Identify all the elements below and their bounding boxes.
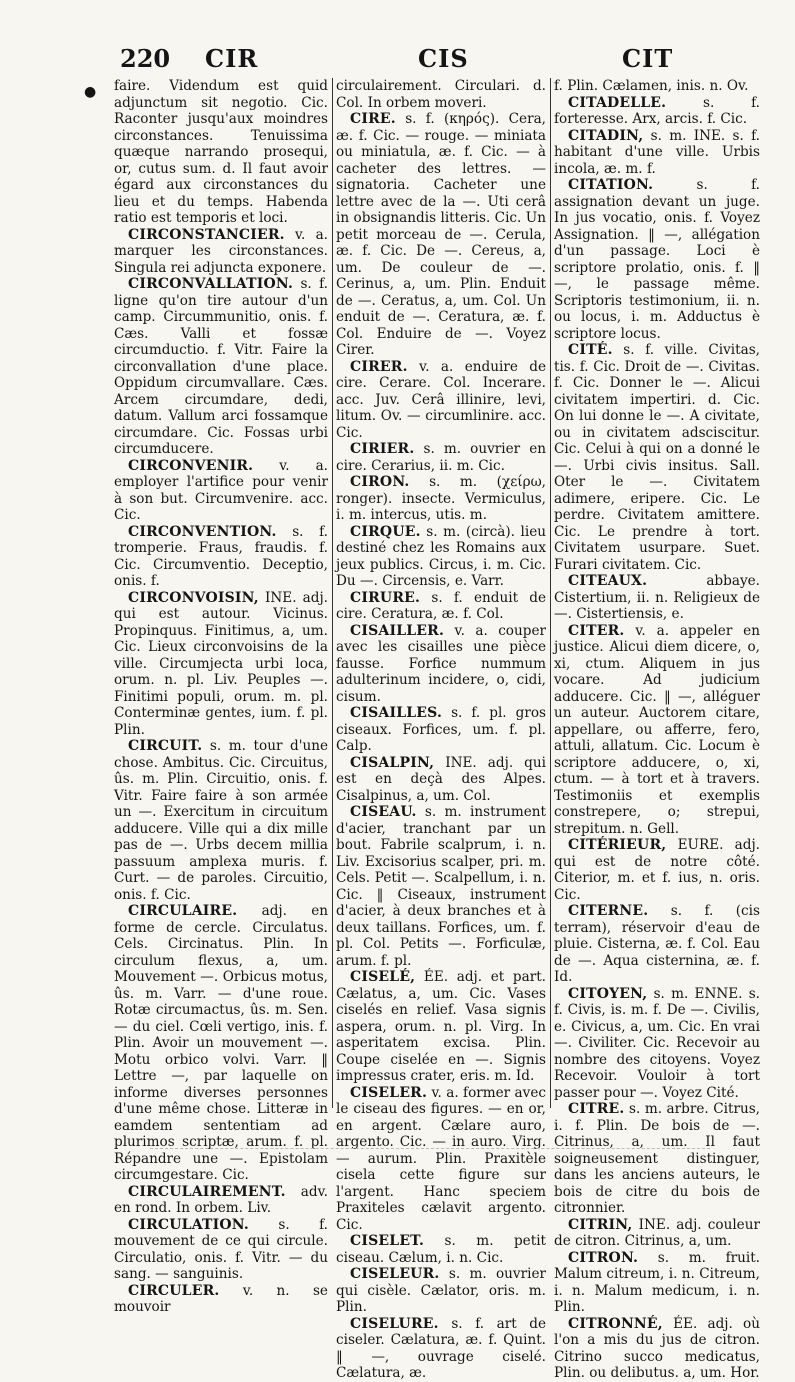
- entry-text: s. f. mouvement de ce qui circule. Circulatio, onis. f. Vitr. — du sang. — sanguinis.: [114, 1216, 328, 1282]
- entry-headword: CISELEUR.: [350, 1266, 440, 1282]
- dictionary-entry: [336, 524, 546, 590]
- dictionary-entry: [554, 573, 760, 623]
- bottom-rule: [150, 1148, 710, 1150]
- dictionary-entry: [336, 623, 546, 706]
- dictionary-entry: [336, 111, 546, 359]
- entry-headword: CIRCULAIRE.: [128, 903, 238, 919]
- entry-text: v. a. former avec le ciseau des figures. — en or, en argent. Cælare auro, argento. Cic. — in auro. Virg. — aurum. Plin. Praxitèle cisela cette figure sur l'argent. Hanc speciem Praxiteles cælavit argento. Cic.: [336, 1084, 546, 1233]
- dictionary-entry: [114, 227, 328, 277]
- entry-text: v. a. employer l'artifice pour venir à son but. Circumvenire. acc. Cic.: [114, 457, 328, 523]
- entry-text: ÉE. adj. où l'on a mis du jus de citron. Citrino succo medicatus, Plin. ou delibutus. a, um. Hor.: [554, 1315, 760, 1381]
- entry-headword: CIRCULAIREMENT.: [128, 1183, 286, 1200]
- dictionary-entry: [554, 986, 760, 1102]
- entry-headword: CIRCONSTANCIER.: [128, 226, 285, 243]
- dictionary-entry: [114, 276, 328, 458]
- entry-headword: CISELÉ,: [350, 969, 416, 985]
- dictionary-entry: [336, 1233, 546, 1266]
- entry-text: s. m. petit ciseau. Cælum, i. n. Cic.: [336, 1233, 546, 1266]
- dictionary-entry: [336, 474, 546, 524]
- entry-text: s. m. arbre. Citrus, i. f. Plin. De bois de —. Citrinus, a, um. Il faut soigneusement distinguer, dans les anciens auteurs, le bois de citre du bois de citronnier.: [554, 1101, 760, 1216]
- entry-headword: CIRURE.: [350, 589, 421, 606]
- entry-headword: CIRCONVENTION.: [128, 523, 277, 540]
- entry-headword: CISELET.: [350, 1233, 425, 1249]
- dictionary-entry: [554, 95, 760, 128]
- guide-word-left: CIR: [205, 44, 259, 73]
- dictionary-entry: [554, 342, 760, 573]
- entry-text: f. Plin. Cælamen, inis. n. Ov.: [554, 78, 749, 94]
- dictionary-entry: [336, 359, 546, 442]
- dictionary-entry: [554, 903, 760, 986]
- dictionary-entry: [336, 1085, 546, 1234]
- entry-headword: CIRCONVOISIN,: [128, 589, 259, 606]
- dictionary-entry: [336, 590, 546, 623]
- entry-headword: CITOYEN,: [568, 985, 648, 1002]
- entry-headword: CIRQUE.: [350, 523, 421, 540]
- dictionary-entry: [114, 903, 328, 1184]
- entry-headword: CITRONNÉ,: [568, 1315, 663, 1332]
- entry-text: INE. adj. qui est en deçà des Alpes. Cisalpinus, a, um. Col.: [336, 754, 546, 804]
- column-divider: [550, 78, 551, 1108]
- entry-text: s. m. tour d'une chose. Ambitus. Cic. Circuitus, ûs. m. Plin. Circuitio, onis. f. Vitr. Faire faire à son armée un —. Exercitum in circuitum adducere. Ville qui a dix mille pas de —. Urbs decem millia passuum amplexa muris. f. Curt. — de paroles. Circuitio, onis. f. Cic.: [114, 738, 328, 903]
- entry-headword: CIRON.: [350, 474, 410, 490]
- page-number: 220: [120, 44, 171, 73]
- dictionary-entry: [114, 1217, 328, 1283]
- dictionary-entry: [336, 705, 546, 755]
- entry-headword: CISAILLER.: [350, 622, 445, 639]
- entry-text: faire. Videndum est quid adjunctum sit negotio. Cic. Raconter jusqu'aux moindres circonstances. Tenuissima quæque narrando prosequi, or, cutus sum. d. Il faut avoir égard aux circonstances du lieu et du temps. Habenda ratio est temporis et loci.: [114, 78, 328, 226]
- dictionary-entry: [554, 1316, 760, 1382]
- dictionary-entry: [114, 78, 328, 227]
- dictionary-entry: [114, 1283, 328, 1316]
- dictionary-entry: [554, 177, 760, 342]
- column-center: [336, 78, 547, 1381]
- dictionary-entry: [554, 837, 760, 903]
- entry-text: v. a. marquer les circonstances. Singula rei adjuncta exponere.: [114, 226, 329, 276]
- entry-text: s. f. ligne qu'on tire autour d'un camp. Circummunitio, onis. f. Cæs. Valli et fossæ circumductio. f. Vitr. Faire la circonvallation d'une place. Oppidum circumvallare. Cæs. Arcem circumdare, dedi, datum. Vallum arci fossamque circumdare. Cic. Fossas urbi circumducere.: [114, 276, 328, 457]
- dictionary-entry: [336, 78, 546, 111]
- dictionary-entry: [554, 1217, 760, 1250]
- entry-headword: CITÉRIEUR,: [568, 837, 667, 853]
- entry-headword: CITRON.: [568, 1249, 639, 1266]
- entry-text: s. m. INE. s. f. habitant d'une ville. Urbis incola, æ. m. f.: [554, 127, 760, 177]
- dictionary-entry: [554, 78, 760, 95]
- entry-headword: CIRER.: [350, 358, 408, 375]
- margin-bullet: ●: [84, 84, 97, 100]
- entry-text: v. a. couper avec les cisailles une pièce fausse. Forfice nummum adulterinum incidere, o, cidi, cisum.: [336, 622, 546, 705]
- entry-text: circulairement. Circulari. d. Col. In orbem moveri.: [336, 78, 546, 111]
- entry-text: v. a. appeler en justice. Alicui diem dicere, o, xi, ctum. Aliquem in jus vocare. Ad judicium adducere. Cic. ‖ —, alléguer un auteur. Auctorem citare, appellare, ou afferre, fero, attuli, allatum. Cic. Locum è scriptore adducere, o, xi, ctum. — à tort et à travers. Testimoniis et exemplis constrepere, o; strepui, strepitum. n. Gell.: [554, 622, 760, 837]
- entry-text: s. m. fruit. Malum citreum, i. n. Citreum, i. n. Malum medicum, i. n. Plin.: [554, 1249, 760, 1315]
- entry-text: INE. adj. couleur de citron. Citrinus, a, um.: [554, 1216, 760, 1249]
- entry-text: ÉE. adj. et part. Cælatus, a, um. Cic. Vases ciselés en relief. Vasa signis aspera, orum. n. pl. Virg. In asperitatem excisa. Plin. Coupe ciselée en —. Signis impressus crater, eris. m. Id.: [336, 969, 546, 1084]
- entry-headword: CITADIN,: [568, 127, 644, 144]
- entry-text: v. a. enduire de cire. Cerare. Col. Incerare. acc. Juv. Cerâ illinire, levi, litum. Ov. — circumlinire. acc. Cic.: [336, 358, 547, 441]
- entry-headword: CIRCONVALLATION.: [128, 276, 294, 292]
- dictionary-entry: [554, 1250, 760, 1316]
- entry-headword: CIRCULATION.: [128, 1216, 249, 1233]
- entry-text: EURE. adj. qui est de notre côté. Citerior, m. et f. ius, n. oris. Cic.: [554, 837, 760, 903]
- entry-headword: CIRE.: [350, 111, 396, 127]
- entry-text: abbaye. Cistertium, ii. n. Religieux de —. Cistertiensis, e.: [554, 573, 760, 622]
- entry-headword: CITÉ.: [568, 342, 613, 358]
- entry-text: v. n. se mouvoir: [114, 1282, 328, 1315]
- entry-text: s. m. ENNE. s. f. Civis, is. m. f. De —. Civilis, e. Civicus, a, um. Cic. En vrai —. Civiliter. Cic. Recevoir au nombre des citoyens. Voyez Recevoir. Vouloir à tort passer pour —. Voyez Cité.: [554, 985, 760, 1101]
- column-divider: [332, 78, 333, 1108]
- entry-headword: CIRCULER.: [128, 1282, 220, 1299]
- entry-headword: CITATION.: [568, 177, 654, 193]
- entry-text: s. f. forteresse. Arx, arcis. f. Cic.: [554, 94, 760, 127]
- dictionary-entry: [114, 738, 328, 903]
- entry-headword: CISAILLES.: [350, 705, 443, 721]
- entry-headword: CISELER.: [350, 1084, 428, 1101]
- entry-headword: CISALPIN,: [350, 754, 435, 771]
- dictionary-entry: [336, 1316, 546, 1382]
- entry-text: s. f. art de ciseler. Cælatura, æ. f. Quint. ‖ —, ouvrage ciselé. Cælatura, æ.: [336, 1315, 546, 1381]
- entry-headword: CISEAU.: [350, 804, 417, 820]
- entry-text: adj. en forme de cercle. Circulatus. Cels. Circinatus. Plin. In circulum flexus, a, um. Mouvement —. Orbicus motus, ûs. m. Varr. — d'une roue. Rotæ circumactus, ûs. m. Sen. — du ciel. Cœli vertigo, inis. f. Plin. Avoir un mouvement —. Motu orbico volvi. Varr. ‖ Lettre —, par laquelle on informe diverses personnes d'une même chose. Litteræ in eamdem sententiam ad plurimos scriptæ, arum. f. pl. Répandre une —. Epistolam circumgestare. Cic.: [114, 903, 329, 1183]
- entry-text: s. f. (κηρός). Cera, æ. f. Cic. — rouge. — miniata ou miniatula, æ. f. Cic. — à cacheter des lettres. — signatoria. Cacheter une lettre avec de la —. Uti cerâ in obsignandis litteris. Cic. Un petit morceau de —. Cerula, æ. f. Cic. De —. Cereus, a, um. De couleur de —. Cerinus, a, um. Plin. Enduit de —. Ceratus, a, um. Col. Un enduit de —. Ceratura, æ. f. Col. Enduire de —. Voyez Cirer.: [336, 111, 546, 358]
- dictionary-entry: [114, 458, 328, 524]
- dictionary-entry: [336, 755, 546, 805]
- entry-text: s. m. (χείρω, ronger). insecte. Vermiculus, i. m. intercus, utis. m.: [336, 474, 546, 523]
- entry-text: adv. en rond. In orbem. Liv.: [114, 1183, 328, 1216]
- entry-text: s. m. (circà). lieu destiné chez les Romains aux jeux publics. Circus, i. m. Cic. Du —. Circensis, e. Varr.: [336, 523, 547, 589]
- entry-text: s. f. ville. Civitas, tis. f. Cic. Droit de —. Civitas. f. Cic. Donner le —. Alicui civitatem impertiri. d. Cic. On lui donne le —. A civitate, ou in civitatem adsciscitur. Cic. Celui à qui on a donné le —. Urbi civis insitus. Sall. Oter le —. Civitatem adimere, eripere. Cic. Le perdre. Civitatem amittere. Cic. Le prendre à tort. Civitatem usurpare. Suet. Furari civitatem. Cic.: [554, 342, 761, 573]
- dictionary-entry: [336, 804, 546, 969]
- column-left: [114, 78, 329, 1315]
- entry-text: s. f. assignation devant un juge. In jus vocatio, onis. f. Voyez Assignation. ‖ —, allégation d'un passage. Loci è scriptore prolatio, onis. f. ‖ —, le passage même. Scriptoris testimonium, ii. n. ou locus, i. m. Adductus è scriptore locus.: [554, 177, 760, 342]
- entry-text: s. f. pl. gros ciseaux. Forfices, um. f. pl. Calp.: [336, 705, 546, 754]
- dictionary-entry: [554, 623, 760, 838]
- entry-headword: CITRE.: [568, 1101, 625, 1117]
- dictionary-entry: [114, 1184, 328, 1217]
- entry-headword: CITERNE.: [568, 903, 649, 919]
- entry-text: s. m. ouvrier en cire. Cerarius, ii. m. Cic.: [336, 441, 547, 474]
- entry-headword: CITEAUX.: [568, 573, 648, 589]
- column-right: [554, 78, 761, 1381]
- entry-headword: CIRIER.: [350, 441, 415, 457]
- entry-text: s. f. tromperie. Fraus, fraudis. f. Cic. Circumventio. Deceptio, onis. f.: [114, 523, 328, 589]
- entry-headword: CISELURE.: [350, 1315, 439, 1332]
- entry-headword: CIRCUIT.: [128, 738, 203, 754]
- entry-text: s. f. enduit de cire. Ceratura, æ. f. Col.: [336, 589, 546, 622]
- dictionary-entry: [336, 1266, 546, 1316]
- dictionary-entry: [554, 1101, 760, 1217]
- dictionary-entry: [114, 524, 328, 590]
- guide-word-right: CIT: [622, 44, 674, 73]
- entry-headword: CITER.: [568, 622, 625, 639]
- guide-word-center: CIS: [418, 44, 469, 73]
- entry-headword: CIRCONVENIR.: [128, 457, 254, 474]
- entry-text: s. f. (cis terram), réservoir d'eau de pluie. Cisterna, æ. f. Col. Eau de —. Aqua cisternina, æ. f. Id.: [554, 903, 760, 985]
- dictionary-entry: [114, 590, 328, 739]
- entry-headword: CITRIN,: [568, 1216, 633, 1233]
- dictionary-entry: [554, 128, 760, 178]
- entry-text: INE. adj. qui est autour. Vicinus. Propinquus. Finitimus, a, um. Cic. Lieux circonvoisins de la ville. Circumjecta urbi loca, orum. n. pl. Liv. Peuples —. Finitimi populi, orum. m. pl. Conterminæ gentes, ium. f. pl. Plin.: [114, 589, 329, 738]
- entry-headword: CITADELLE.: [568, 94, 667, 111]
- dictionary-entry: [336, 441, 546, 474]
- page-header: [0, 44, 795, 78]
- dictionary-entry: [336, 969, 546, 1085]
- entry-text: s. m. ouvrier qui cisèle. Cælator, oris. m. Plin.: [336, 1266, 546, 1315]
- entry-text: s. m. instrument d'acier, tranchant par un bout. Fabrile scalprum, i. n. Liv. Excisorius scalper, pri. m. Cels. Petit —. Scalpellum, i. n. Cic. ‖ Ciseaux, instrument d'acier, à deux branches et à deux taillans. Forfices, um. f. pl. Col. Petits —. Forficulæ, arum. f. pl.: [336, 804, 546, 969]
